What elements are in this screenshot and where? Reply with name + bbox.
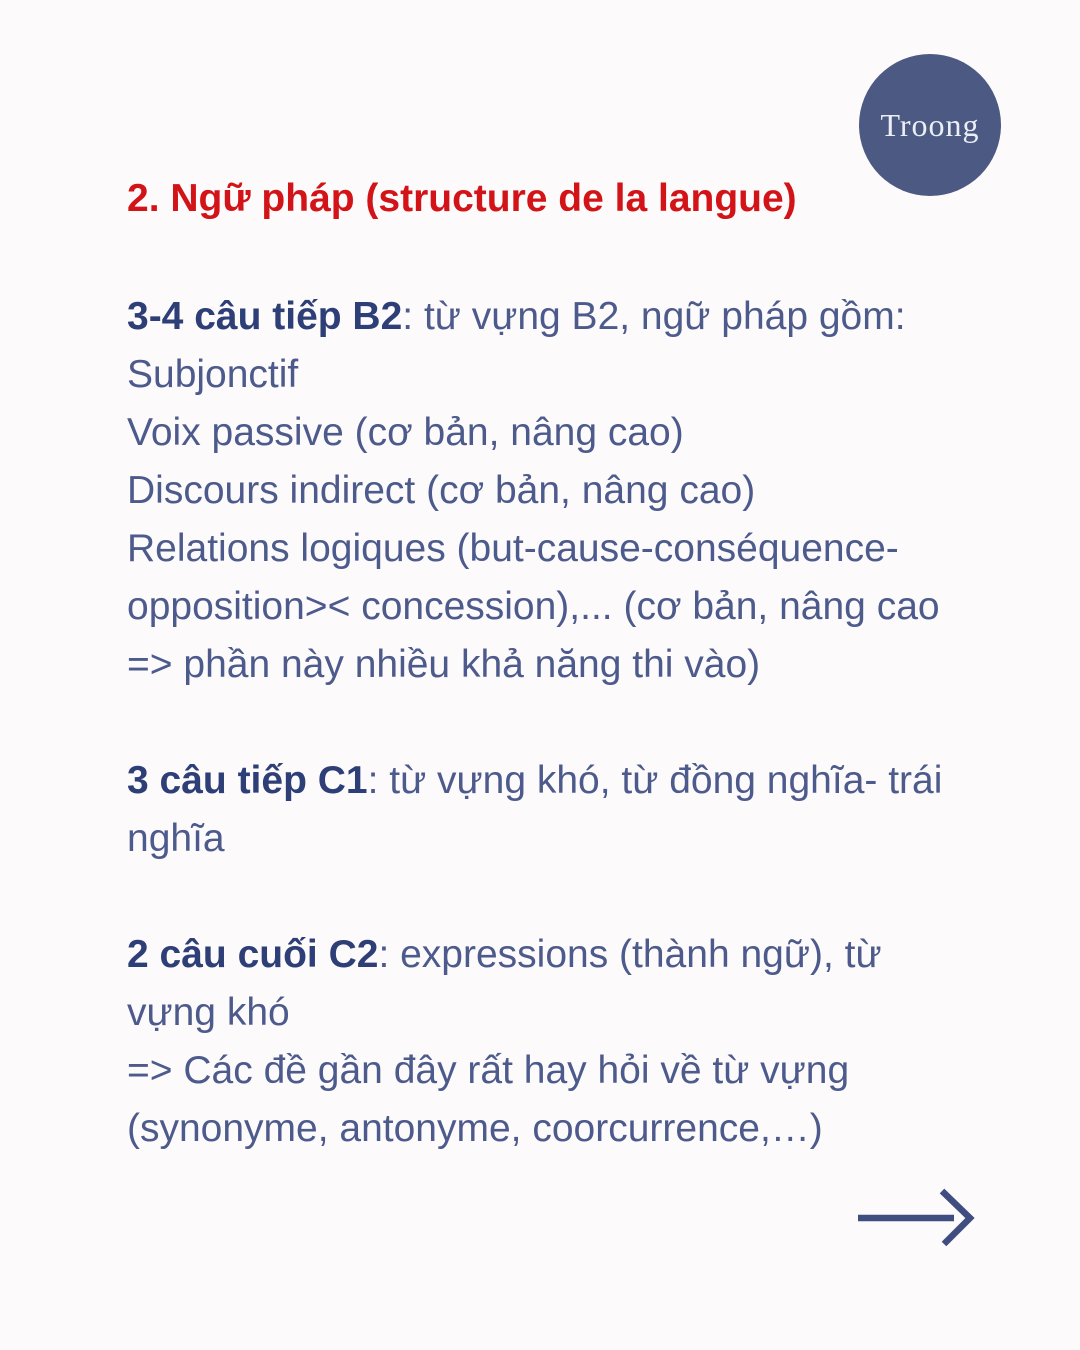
text-line: nghĩa bbox=[127, 817, 225, 860]
text-line: Discours indirect (cơ bản, nâng cao) bbox=[127, 469, 756, 512]
text-line: 2 câu cuối C2: expressions (thành ngữ), từ bbox=[127, 933, 882, 976]
text-line-lead: 3-4 câu tiếp B2 bbox=[127, 295, 403, 338]
right-arrow-icon bbox=[856, 1186, 976, 1248]
text-line: (synonyme, antonyme, coorcurrence,…) bbox=[127, 1107, 823, 1150]
text-line: Voix passive (cơ bản, nâng cao) bbox=[127, 411, 684, 454]
text-line: Subjonctif bbox=[127, 353, 299, 396]
paragraph bbox=[127, 926, 1072, 1158]
text-line-lead: 3 câu tiếp C1 bbox=[127, 759, 368, 802]
paragraph bbox=[127, 288, 1072, 694]
text-line: 3-4 câu tiếp B2: từ vựng B2, ngữ pháp gồm: bbox=[127, 295, 906, 338]
page-title: 2. Ngữ pháp (structure de la langue) bbox=[127, 177, 797, 220]
paragraph bbox=[127, 752, 1072, 868]
text-line: => phần này nhiều khả năng thi vào) bbox=[127, 643, 761, 686]
text-line-lead: 2 câu cuối C2 bbox=[127, 933, 379, 976]
body-text bbox=[127, 288, 1072, 1158]
text-line: => Các đề gần đây rất hay hỏi về từ vựng bbox=[127, 1049, 850, 1092]
text-line: 3 câu tiếp C1: từ vựng khó, từ đồng nghĩa- trái bbox=[127, 759, 943, 802]
brand-badge-label: Troong bbox=[880, 106, 980, 143]
text-line: opposition>< concession),... (cơ bản, nâng cao bbox=[127, 585, 940, 628]
text-line: vựng khó bbox=[127, 991, 290, 1034]
brand-badge bbox=[859, 54, 1001, 196]
text-line: Relations logiques (but-cause-conséquence- bbox=[127, 527, 899, 570]
